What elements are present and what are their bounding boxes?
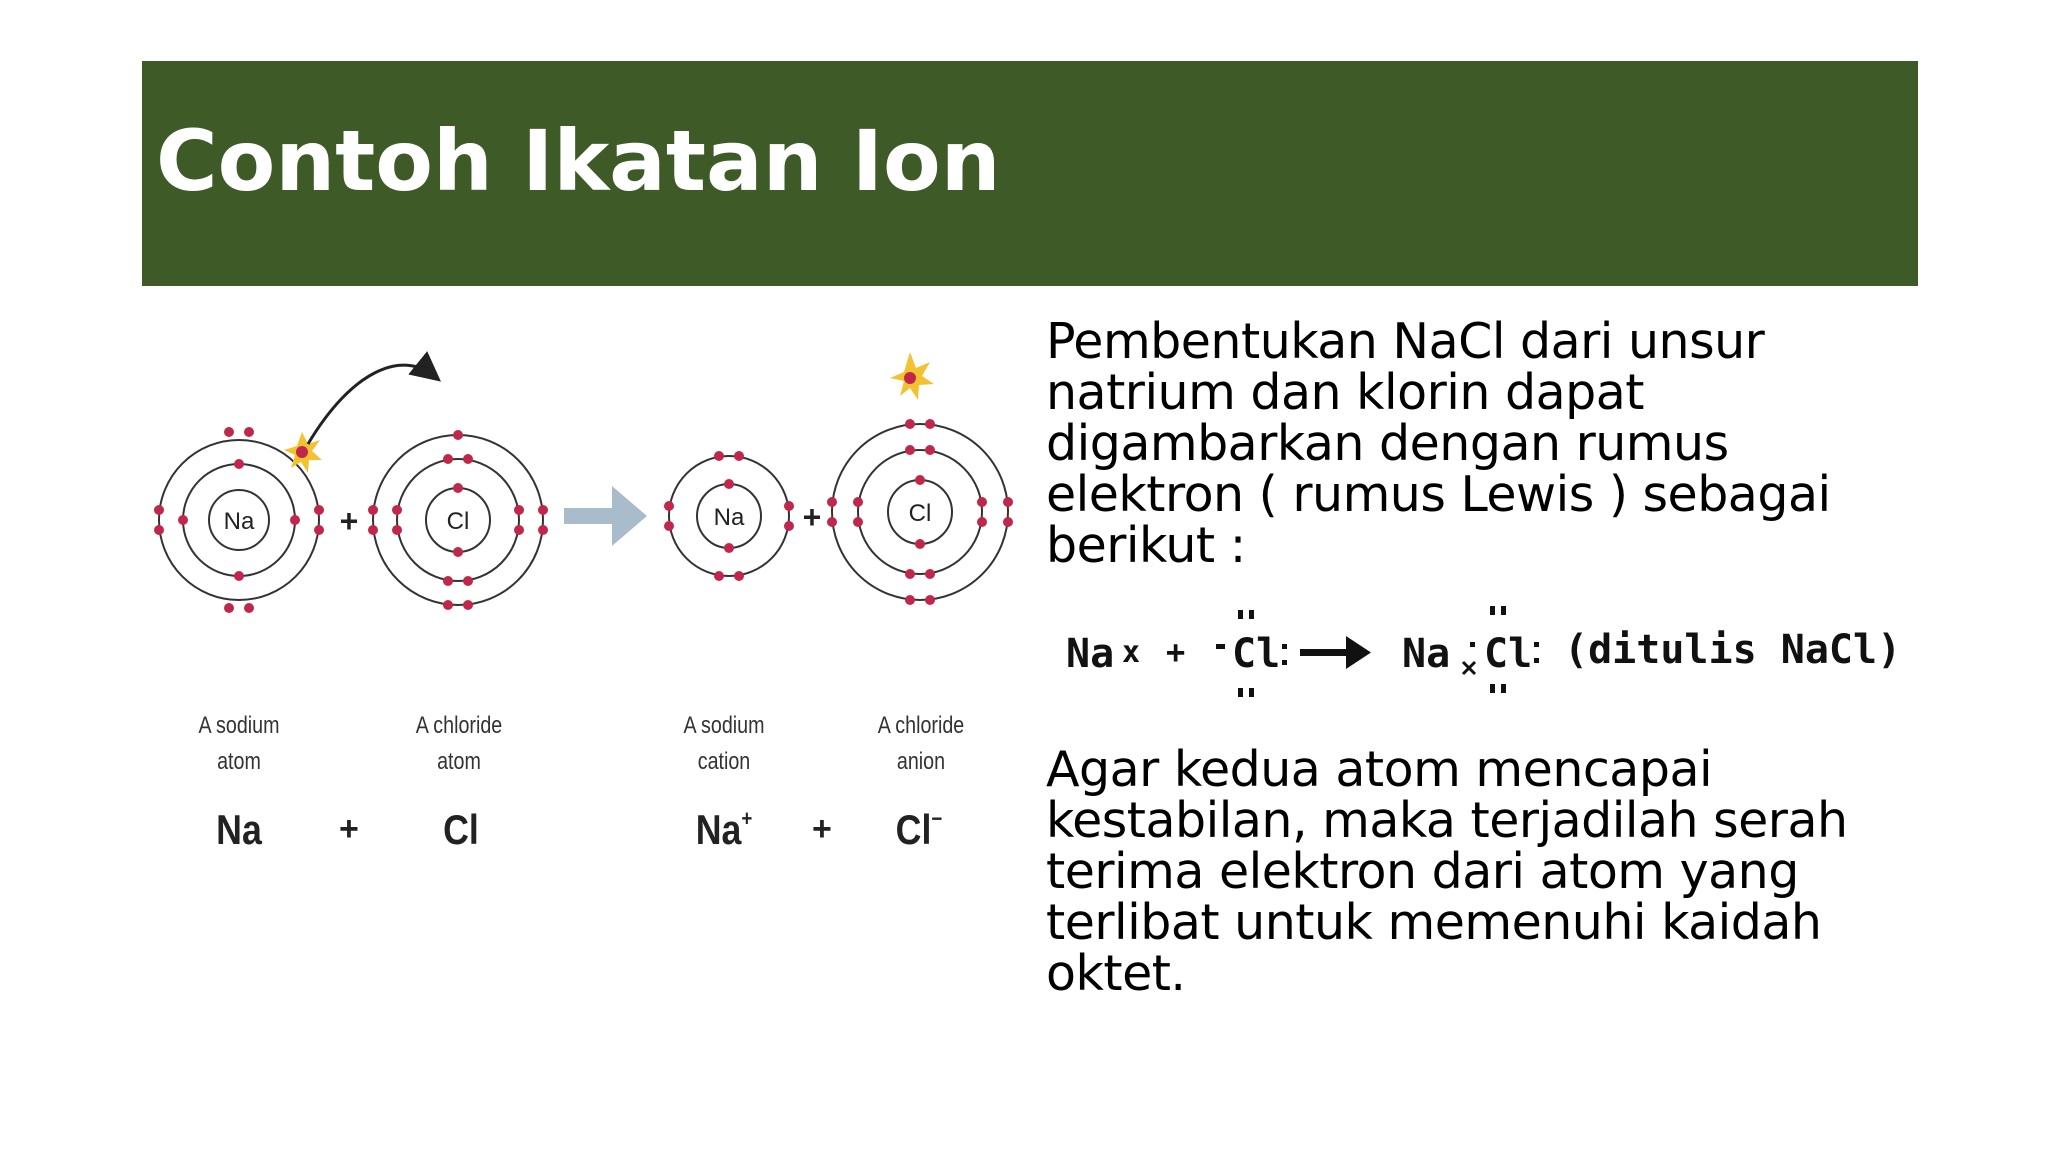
electron [664,501,674,511]
label-chloride-atom: A chloride atom [415,712,503,775]
electron [925,595,935,605]
electron [368,505,378,515]
electron [453,547,463,557]
electron-dot [1216,644,1225,649]
lewis-na-electron: x [1122,635,1141,670]
electron [290,515,300,525]
sodium-atom-symbol: Na [223,508,255,535]
electron-dot [1249,688,1254,697]
lewis-reaction-arrow [1300,636,1371,669]
electron [514,505,524,515]
lewis-plus: + [1166,633,1186,671]
plus-sign-formula-2: + [812,810,832,848]
lewis-cl: Cl [1232,631,1281,677]
lewis-structure-equation [1066,600,1902,710]
electron [784,501,794,511]
lewis-product-na: Na [1402,631,1451,677]
electron [368,525,378,535]
electron [827,517,837,527]
electron-dot [1534,658,1539,663]
electron [314,525,324,535]
electron [905,595,915,605]
electron [905,445,915,455]
title-bar [142,61,1918,286]
electron [178,515,188,525]
electron-dot [1238,688,1243,697]
electron [905,419,915,429]
formula-cl-ion: Cl− [895,806,943,853]
electron [925,569,935,579]
electron [724,543,734,553]
electron [443,454,453,464]
electron [244,603,254,613]
lewis-product-cl: Cl [1484,631,1533,677]
electron [915,539,925,549]
electron [453,430,463,440]
electron [925,445,935,455]
lewis-na: Na [1066,631,1115,677]
electron [234,459,244,469]
electron-dot [1490,684,1495,693]
electron [463,454,473,464]
electron [443,600,453,610]
chloride-anion-symbol: Cl [908,500,932,527]
electron [392,505,402,515]
electron [154,525,164,535]
sodium-cation-symbol: Na [713,504,745,531]
electron [463,576,473,586]
lewis-electron-dots [1066,600,1826,710]
electron-dot [1249,610,1254,619]
chlorine-atom-symbol: Cl [446,508,470,535]
electron [154,505,164,515]
label-sodium-atom: A sodium atom [198,712,280,775]
plus-sign-diagram-1: + [339,503,359,539]
formula-na: Na [216,806,262,853]
plus-sign-formula-1: + [339,810,359,848]
paragraph-lewis-intro: Pembentukan NaCl dari unsur natrium dan klorin dapat digambarkan dengan rumus elektron ( rumus Lewis ) sebagai berikut : [1046,313,1831,574]
electron [538,525,548,535]
electron-dot [1282,644,1287,649]
plus-sign-diagram-2: + [802,499,822,535]
electron [1003,497,1013,507]
electron [714,571,724,581]
slide-title: Contoh Ikatan Ion [156,112,1001,210]
electron [905,569,915,579]
electron [853,517,863,527]
electron [853,497,863,507]
electron [392,525,402,535]
lewis-note: (ditulis NaCl) [1564,627,1902,673]
electron [784,521,794,531]
label-chloride-anion: A chloride anion [877,712,965,775]
electron-dot [1238,610,1243,619]
electron-transfer-arrow [308,365,434,444]
cl-ion-charge: − [931,806,943,831]
electron [977,497,987,507]
electron [443,576,453,586]
electron [734,451,744,461]
chloride-anion-model [827,352,1013,605]
electron-dot [1501,684,1506,693]
electron [734,571,744,581]
received-electron [904,372,916,384]
atom-shell-diagram [142,340,1022,880]
electron [463,600,473,610]
ionic-bond-diagram [142,340,1022,880]
electron [714,451,724,461]
electron-dot [1490,606,1495,615]
electron-dot [1501,606,1506,615]
electron-dot [1282,660,1287,665]
paragraph-octet-rule: Agar kedua atom mencapai kestabilan, maka terjadilah serah terima elektron dari atom yang terlibat untuk memenuhi kaidah oktet. [1046,741,1848,1002]
transferring-electron [296,446,308,458]
electron-dot [1470,642,1475,647]
electron [664,521,674,531]
sodium-cation-model [664,451,794,581]
electron [827,497,837,507]
electron [1003,517,1013,527]
lewis-transfer-electron [1463,662,1475,674]
electron [314,505,324,515]
electron [234,571,244,581]
electron [244,427,254,437]
electron [915,475,925,485]
electron [925,419,935,429]
chlorine-atom-model [368,430,548,610]
electron [538,505,548,515]
electron-dot [1534,642,1539,647]
electron [724,479,734,489]
electron [224,427,234,437]
electron [514,525,524,535]
reaction-arrow-icon [564,486,647,546]
na-ion-charge: + [741,806,753,831]
electron [453,483,463,493]
label-sodium-cation: A sodium cation [683,712,765,775]
electron [224,603,234,613]
electron [977,517,987,527]
formula-na-ion: Na+ [695,806,753,853]
formula-cl: Cl [443,806,479,853]
